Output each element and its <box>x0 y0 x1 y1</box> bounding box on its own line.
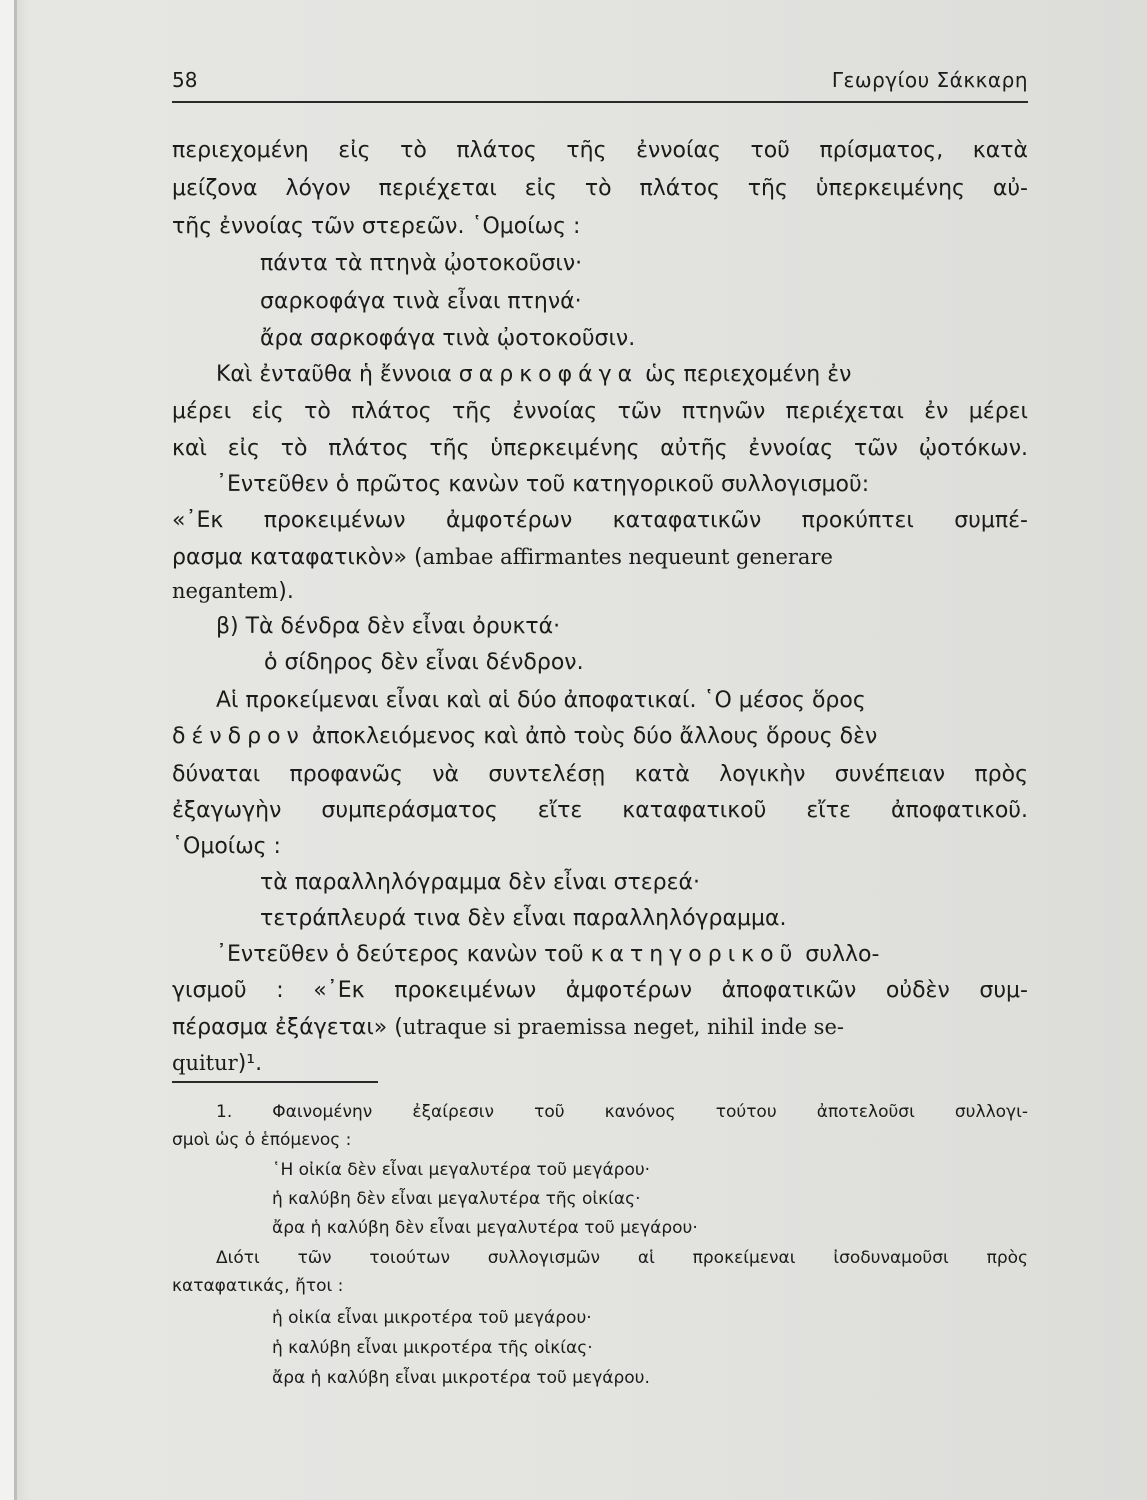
running-head: Γεωργίου Σάκκαρη <box>831 68 1028 92</box>
text-line: περιεχομένη εἰς τὸ πλάτος τῆς ἐννοίας τοῦ πρίσματος, κατὰ <box>172 138 1028 163</box>
syllogism-line: σαρκοφάγα τινὰ εἶναι πτηνά· <box>260 289 582 314</box>
footnote-line: καταφατικάς, ἤτοι : <box>172 1276 344 1296</box>
page-edge <box>0 0 14 1500</box>
footnote-example: ἡ καλύβη εἶναι μικροτέρα τῆς οἰκίας· <box>272 1338 593 1358</box>
text-line: τῆς ἐννοίας τῶν στερεῶν. ῾Ομοίως : <box>172 214 581 239</box>
text-segment: ἀποκλειόμενος καὶ ἀπὸ τοὺς δύο ἄλλους ὅρους δὲν <box>311 724 878 749</box>
syllogism-line: τὰ παραλληλόγραμμα δὲν εἶναι στερεά· <box>260 870 701 895</box>
footnote-example: ἡ οἰκία εἶναι μικροτέρα τοῦ μεγάρου· <box>272 1308 592 1328</box>
syllogism-line: ἄρα σαρκοφάγα τινὰ ᾠοτοκοῦσιν. <box>260 326 636 351</box>
text-line: Αἱ προκείμεναι εἶναι καὶ αἱ δύο ἀποφατικαί. ῾Ο μέσος ὅρος <box>216 688 866 713</box>
page-number: 58 <box>172 68 198 92</box>
text-segment: )¹. <box>237 1051 263 1076</box>
text-segment: πέρασμα ἐξάγεται» ( <box>172 1015 403 1040</box>
footnote-line: Διότι τῶν τοιούτων συλλογισμῶν αἱ προκείμεναι ἰσοδυναμοῦσι πρὸς <box>216 1248 1028 1268</box>
footnote-example: ἡ καλύβη δὲν εἶναι μεγαλυτέρα τῆς οἰκίας· <box>272 1189 641 1209</box>
text-segment: ᾿Εντεῦθεν ὁ δεύτερος κανὼν τοῦ <box>216 942 584 967</box>
text-line <box>172 540 833 574</box>
footnote-rule <box>172 1081 378 1083</box>
text-line: ῾Ομοίως : <box>172 834 281 859</box>
footnote-example: ἄρα ἡ καλύβη εἶναι μικροτέρα τοῦ μεγάρου. <box>272 1368 650 1388</box>
text-line: δύναται προφανῶς νὰ συντελέσῃ κατὰ λογικὴν συνέπειαν πρὸς <box>172 762 1028 787</box>
spaced-term: σαρκοφάγα <box>458 362 639 387</box>
text-segment: συλλο- <box>805 942 880 967</box>
text-line <box>172 720 877 754</box>
syllogism-line: πάντα τὰ πτηνὰ ᾠοτοκοῦσιν· <box>260 251 583 276</box>
latin-phrase: quitur <box>172 1051 238 1075</box>
spaced-term: δένδρον <box>172 724 305 749</box>
example-line: ὁ σίδηρος δὲν εἶναι δένδρον. <box>264 650 584 675</box>
text-line: μέρει εἰς τὸ πλάτος τῆς ἐννοίας τῶν πτηνῶν περιέχεται ἐν μέρει <box>172 399 1028 424</box>
spaced-term: κατηγορικοῦ <box>590 942 799 967</box>
text-line: ᾿Εντεῦθεν ὁ πρῶτος κανὼν τοῦ κατηγορικοῦ συλλογισμοῦ: <box>216 472 870 497</box>
text-segment: ρασμα καταφατικὸν» ( <box>172 545 423 570</box>
latin-phrase: utraque si praemissa neget, nihil inde se- <box>402 1015 844 1039</box>
text-line <box>172 1046 262 1080</box>
latin-phrase: negantem <box>172 579 279 603</box>
text-line <box>172 1010 844 1044</box>
syllogism-line: τετράπλευρά τινα δὲν εἶναι παραλληλόγραμμα. <box>260 906 787 931</box>
footnote-line: σμοὶ ὡς ὁ ἑπόμενος : <box>172 1130 352 1150</box>
header-rule <box>172 101 1028 103</box>
page-edge-shadow <box>14 0 17 1500</box>
text-line <box>216 358 851 392</box>
text-line <box>216 938 879 972</box>
text-segment: Καὶ ἐνταῦθα ἡ ἔννοια <box>216 362 452 387</box>
footnote-line: 1. Φαινομένην ἐξαίρεσιν τοῦ κανόνος τούτου ἀποτελοῦσι συλλογι- <box>216 1102 1028 1122</box>
text-line: ἐξαγωγὴν συμπεράσματος εἴτε καταφατικοῦ εἴτε ἀποφατικοῦ. <box>172 798 1028 823</box>
footnote-example: ῾Η οἰκία δὲν εἶναι μεγαλυτέρα τοῦ μεγάρου· <box>272 1160 651 1180</box>
page-header <box>172 64 1028 98</box>
text-line <box>172 574 294 608</box>
text-segment: ὡς περιεχομένη ἐν <box>645 362 852 387</box>
text-line: «᾿Εκ προκειμένων ἀμφοτέρων καταφατικῶν προκύπτει συμπέ- <box>172 508 1028 533</box>
text-line: καὶ εἰς τὸ πλάτος τῆς ὑπερκειμένης αὐτῆς ἐννοίας τῶν ᾠοτόκων. <box>172 436 1028 461</box>
text-line: γισμοῦ : «᾿Εκ προκειμένων ἀμφοτέρων ἀποφατικῶν οὐδὲν συμ- <box>172 978 1028 1003</box>
footnote-example: ἄρα ἡ καλύβη δὲν εἶναι μεγαλυτέρα τοῦ μεγάρου· <box>272 1218 698 1238</box>
text-line: μείζονα λόγον περιέχεται εἰς τὸ πλάτος τῆς ὑπερκειμένης αὐ- <box>172 176 1028 201</box>
example-line: β) Τὰ δένδρα δὲν εἶναι ὀρυκτά· <box>216 614 561 639</box>
text-segment: ). <box>278 579 294 604</box>
latin-phrase: ambae affirmantes nequeunt generare <box>422 545 833 569</box>
